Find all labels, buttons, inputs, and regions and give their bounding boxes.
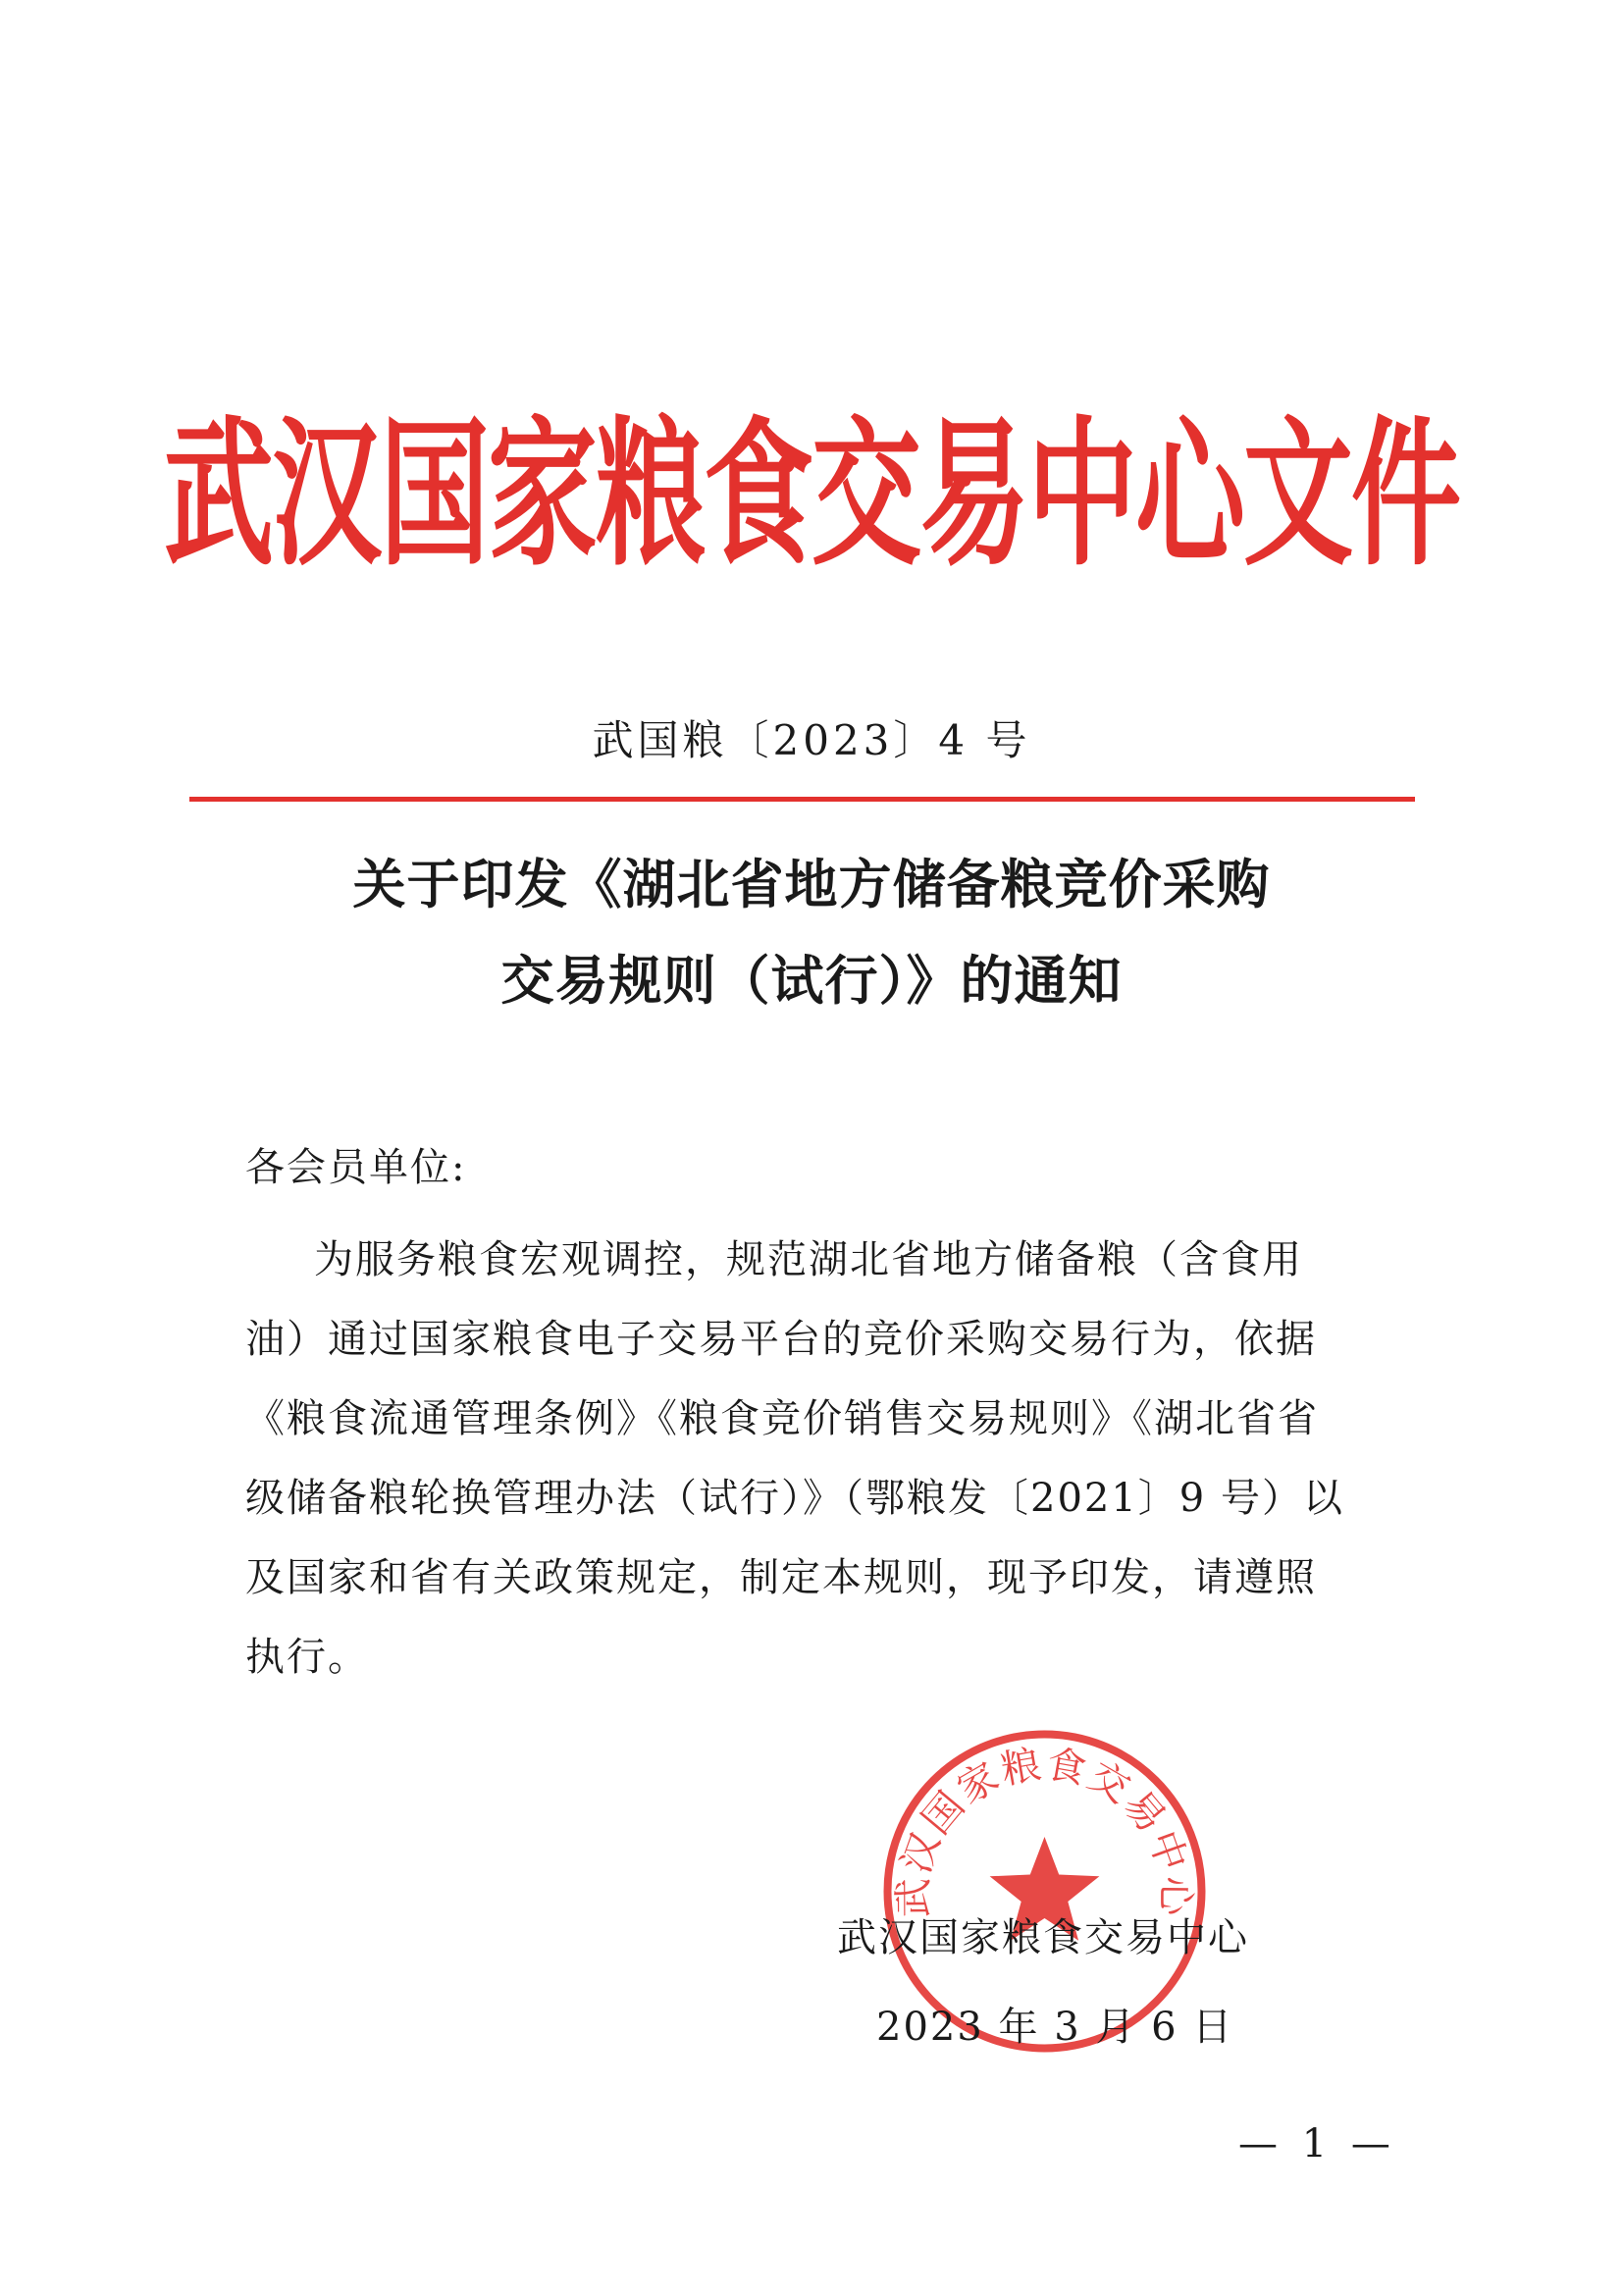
document-number: 武国粮〔2023〕4 号 bbox=[592, 716, 1031, 764]
seal-text: 武汉国家粮食交易中心 bbox=[891, 1742, 1198, 1918]
notice-title-line-2: 交易规则（试行）》的通知 bbox=[500, 950, 1123, 1012]
body-line: 《粮食流通管理条例》《粮食竞价销售交易规则》《湖北省省 bbox=[245, 1396, 1319, 1441]
page-number: — 1 — bbox=[1238, 2121, 1396, 2166]
signature-organization: 武汉国家粮食交易中心 bbox=[837, 1915, 1249, 1960]
masthead-title: 武汉国家粮食交易中心文件 bbox=[164, 402, 1459, 589]
body-line: 为服务粮食宏观调控，规范湖北省地方储备粮（含食用 bbox=[314, 1237, 1303, 1282]
red-divider bbox=[189, 797, 1415, 802]
body-line: 级储备粮轮换管理办法（试行）》（鄂粮发〔2021〕9 号）以 bbox=[245, 1476, 1344, 1521]
salutation: 各会员单位: bbox=[245, 1145, 467, 1190]
signature-date: 2023 年 3 月 6 日 bbox=[876, 2005, 1234, 2050]
body-line: 及国家和省有关政策规定，制定本规则，现予印发，请遵照 bbox=[245, 1555, 1317, 1600]
body-line: 油）通过国家粮食电子交易平台的竞价采购交易行为，依据 bbox=[245, 1317, 1317, 1362]
body-line: 执行。 bbox=[245, 1635, 369, 1680]
notice-title-line-1: 关于印发《湖北省地方储备粮竞价采购 bbox=[352, 854, 1271, 915]
